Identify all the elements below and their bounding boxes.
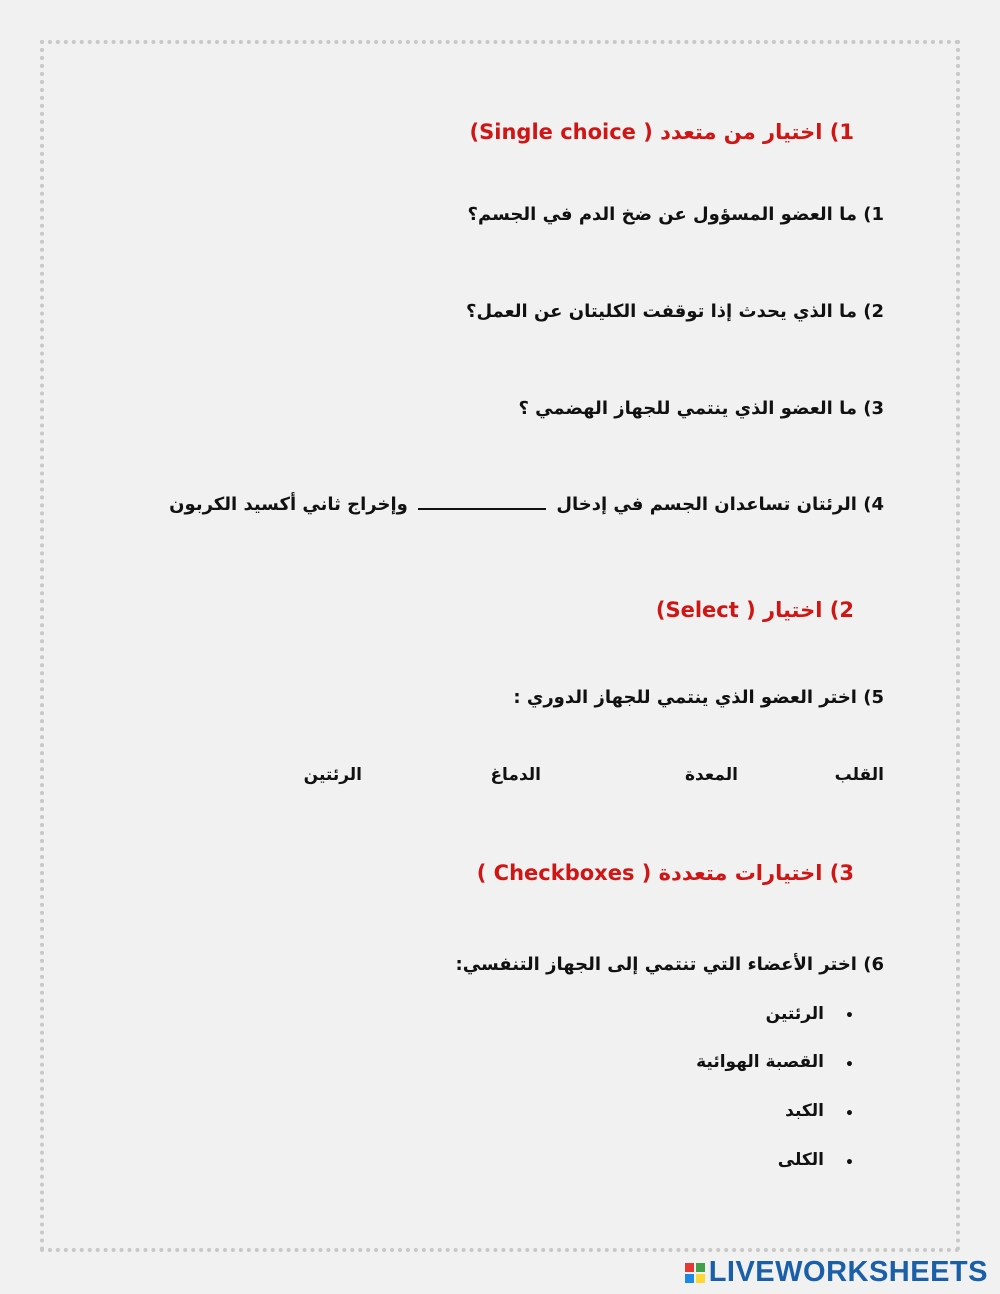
select-option-heart[interactable]: القلب bbox=[834, 765, 884, 785]
question-4-before: 4) الرئتان تساعدان الجسم في إدخال bbox=[556, 494, 884, 515]
section-heading-checkboxes: 3) اختيارات متعددة ( Checkboxes ) bbox=[476, 861, 854, 885]
bullet-icon: • bbox=[845, 1008, 854, 1024]
question-2: 2) ما الذي يحدث إذا توقفت الكليتان عن العمل؟ bbox=[466, 301, 884, 322]
liveworksheets-brand bbox=[685, 1256, 988, 1289]
fill-in-blank[interactable] bbox=[418, 508, 546, 510]
liveworksheets-wordmark: LIVEWORKSHEETS bbox=[708, 1256, 988, 1288]
checkbox-option-liver[interactable]: الكبد bbox=[785, 1101, 824, 1121]
question-4 bbox=[169, 494, 884, 515]
question-4-after: وإخراج ثاني أكسيد الكربون bbox=[169, 494, 408, 515]
checkbox-option-kidneys[interactable]: الكلى bbox=[777, 1150, 824, 1170]
checkbox-option-trachea[interactable]: القصبة الهوائية bbox=[696, 1052, 824, 1072]
bullet-icon: • bbox=[845, 1106, 854, 1122]
question-1: 1) ما العضو المسؤول عن ضخ الدم في الجسم؟ bbox=[467, 204, 884, 225]
section-heading-select: 2) اختيار ( Select) bbox=[655, 598, 854, 622]
bullet-icon: • bbox=[845, 1057, 854, 1073]
question-3: 3) ما العضو الذي ينتمي للجهاز الهضمي ؟ bbox=[518, 398, 884, 419]
select-option-lungs[interactable]: الرئتين bbox=[303, 765, 362, 785]
checkbox-option-lungs[interactable]: الرئتين bbox=[765, 1004, 824, 1024]
select-option-stomach[interactable]: المعدة bbox=[684, 765, 738, 785]
question-6: 6) اختر الأعضاء التي تنتمي إلى الجهاز التنفسي: bbox=[455, 954, 884, 975]
select-option-brain[interactable]: الدماغ bbox=[490, 765, 541, 785]
bullet-icon: • bbox=[845, 1155, 854, 1171]
liveworksheets-logo-icon bbox=[685, 1263, 705, 1283]
section-heading-single-choice: 1) اختيار من متعدد ( Single choice) bbox=[469, 120, 854, 144]
question-5: 5) اختر العضو الذي ينتمي للجهاز الدوري : bbox=[513, 687, 884, 708]
